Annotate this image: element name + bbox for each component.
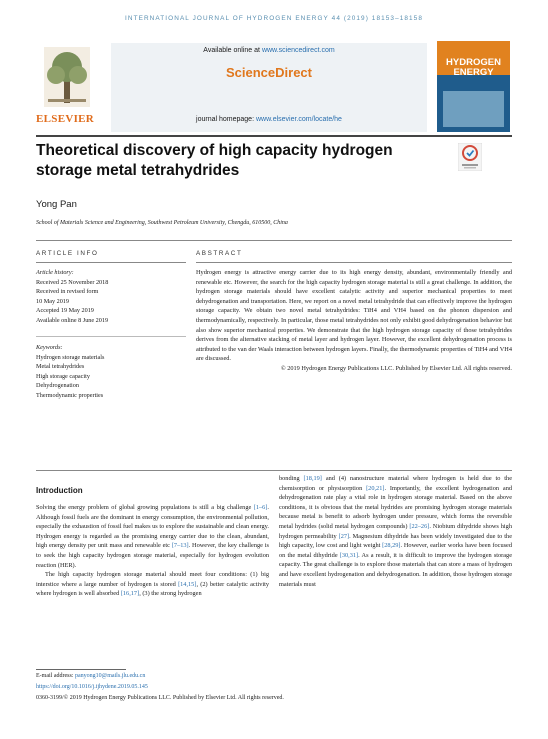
- article-history: [36, 268, 186, 325]
- abstract-body: [196, 268, 512, 374]
- history-label: Article history:: [36, 269, 74, 276]
- abstract-rule: [196, 262, 512, 263]
- paragraph-text: Solving the energy problem of global growing populations is still a big challenge: [36, 504, 254, 511]
- paragraph-text: . Although fossil fuels are the dominant in energy consumption, the environmental pollution, especially the exhaustion of fossil fuel makes us to explore the sustainable and clean energy. Hydrogen energy is regarded as the promising energy carrier due to the clean, abundant, high energy density per unit mass and renewable etc: [36, 504, 269, 550]
- abstract-text: Hydrogen energy is attractive energy carrier due to its high energy density, abundant, environmentally friendly and renewable etc. However, the search for the high capacity hydrogen storage material is still a great challenge. In addition, the hydrogen storage materials should have excellent catalytic activity and superior mechanical properties to meet dehydrogenation and transportation. Here, we report on a novel metal tetrahydride that can effectively improve the hydrogen storage capacity. We obtain two novel metal tetrahydrides: TiH4 and VH4 based on the phonon dispersion and thermodynamically, respectively. In particular, those metal tetrahydrides not only exhibit good dehydrogenation behavior but also show superior mechanical properties. We demonstrate that the high hydrogen storage capacity of those tetrahydrides derives from the alternative stacking of metal layer and hydrogen layer. However, the excellent dehydrogenation process is attributed to the van der Waals interaction between hydrogen layers. Finally, the thermodynamic properties of TiH4 and VH4 are discussed.: [196, 269, 512, 363]
- citation-link[interactable]: [28,29]: [382, 542, 401, 550]
- paragraph-text: and (4) nanostructure material where hydrogen is held due to the chemisorption or physisorption: [279, 475, 512, 492]
- citation-link[interactable]: [1–6]: [253, 504, 268, 511]
- citation-link[interactable]: [30,31]: [339, 551, 359, 559]
- journal-homepage-line: [111, 116, 427, 123]
- abstract-copyright: © 2019 Hydrogen Energy Publications LLC. Published by Elsevier Ltd. All rights reserved.: [280, 364, 512, 372]
- article-info-heading: ARTICLE INFO: [36, 250, 99, 257]
- journal-cover-image[interactable]: [437, 41, 510, 132]
- intro-left-column: [36, 503, 269, 599]
- keyword[interactable]: High storage capacity: [36, 372, 90, 380]
- keyword[interactable]: Thermodynamic properties: [36, 391, 104, 399]
- doi-link[interactable]: https://doi.org/10.1016/j.ijhydene.2019.05.145: [36, 684, 148, 690]
- history-item: Available online 8 June 2019: [36, 316, 109, 324]
- citation-link[interactable]: [27]: [338, 532, 350, 540]
- intro-paragraph: [36, 503, 269, 570]
- paragraph-text: . Importantly, the excellent hydrogenation and dehydrogenation rate play a vital role in hydrogen storage material. Based on the above conditions, it is obvious that the metal hydrides are promising hydrogen storage materials because metal is benefit to adsorb hydrogen under pressure, which forms the reversible metal hydrides (solid metal hydrogen compounds): [279, 484, 512, 530]
- cover-title-line-1: HYDROGEN: [446, 57, 501, 68]
- author-name: Yong Pan: [36, 199, 77, 210]
- article-info-rule: [36, 262, 186, 263]
- paragraph-text: . However, earlier works have been focused on the metal dihydride: [279, 542, 513, 559]
- cover-illustration: [443, 91, 504, 127]
- citation-link[interactable]: [16,17]: [120, 590, 140, 598]
- available-online-line: [111, 47, 427, 54]
- paragraph-text: The high capacity hydrogen storage material should meet four conditions: (1) big interstice where a large number of hydrogen is stored: [36, 571, 269, 588]
- keywords: [36, 343, 186, 400]
- keyword[interactable]: Hydrogen storage materials: [36, 353, 105, 361]
- journal-citation-line: INTERNATIONAL JOURNAL OF HYDROGEN ENERGY 44 (2019) 18153–18158: [125, 15, 423, 22]
- history-keywords-rule: [36, 336, 186, 337]
- sciencedirect-logo[interactable]: ScienceDirect: [226, 65, 312, 80]
- publisher-name: ELSEVIER: [36, 113, 95, 125]
- abstract-heading: ABSTRACT: [196, 250, 243, 257]
- intro-paragraph: [279, 474, 512, 589]
- citation-link[interactable]: [7–13]: [171, 542, 189, 550]
- journal-homepage-label: journal homepage:: [196, 116, 256, 123]
- keyword[interactable]: Dehydrogenation: [36, 382, 79, 389]
- paragraph-text: . As a result, it is difficult to improve the hydrogen storage capacity. The great challenge is to explore those materials that can store a mass of hydrogen and have excellent hydrogenation and dehydrogenation. In addition, those hydrogen storage materials must: [279, 551, 512, 588]
- citation-link[interactable]: [20,21]: [366, 484, 385, 492]
- issn-copyright-line: 0360-3199/© 2019 Hydrogen Energy Publications LLC. Published by Elsevier Ltd. All rights reserved.: [36, 695, 284, 701]
- intro-paragraph: [36, 570, 269, 599]
- author-affiliation: School of Materials Science and Engineering, Southwest Petroleum University, Chengdu, 610500, China: [36, 220, 288, 226]
- paragraph-text: . Magnesium dihydride has been widely investigated due to the high capacity, low cost and light weight: [279, 532, 512, 550]
- header-rule: [36, 135, 512, 137]
- citation-link[interactable]: [18,19]: [303, 475, 322, 482]
- intro-right-column: [279, 474, 512, 589]
- email-footnote: [36, 673, 145, 679]
- cover-title-line-2: ENERGY: [453, 67, 494, 78]
- affiliation-rule: [36, 240, 512, 241]
- elsevier-tree-icon: [44, 47, 90, 107]
- paragraph-text: . Niobium dihydride shows high hydrogen permeability: [279, 522, 512, 540]
- keyword[interactable]: Metal tetrahydrides: [36, 363, 85, 370]
- paragraph-text: , (2) better catalytic activity where hydrogen is well absorbed: [36, 580, 269, 598]
- paragraph-text: , (3) the strong hydrogen: [139, 590, 202, 598]
- article-title: Theoretical discovery of high capacity hydrogen storage metal tetrahydrides: [36, 142, 393, 179]
- citation-link[interactable]: [22–26]: [409, 522, 430, 530]
- abstract-bottom-rule: [36, 470, 512, 471]
- sciencedirect-link[interactable]: www.sciencedirect.com: [261, 47, 335, 54]
- cover-title: [437, 58, 510, 78]
- doi-footnote: [36, 684, 148, 690]
- paragraph-text: bonding: [279, 475, 304, 482]
- paragraph-text: . However, the key challenge is to seek the high capacity hydrogen storage material, especially for hydrogen evolution reaction (HER).: [36, 542, 269, 569]
- history-item: 10 May 2019: [36, 297, 69, 305]
- email-link[interactable]: panyong10@mails.jlu.edu.cn: [75, 673, 146, 679]
- history-item: Accepted 19 May 2019: [36, 307, 94, 314]
- introduction-heading: Introduction: [36, 486, 83, 495]
- journal-homepage-link[interactable]: www.elsevier.com/locate/he: [255, 116, 342, 123]
- history-item: Received in revised form: [36, 288, 99, 295]
- footnote-rule: [36, 669, 126, 670]
- email-label: E-mail address:: [36, 673, 75, 679]
- check-for-updates-icon[interactable]: [458, 143, 482, 171]
- citation-link[interactable]: [14,15]: [178, 580, 197, 588]
- keywords-label: Keywords:: [36, 344, 63, 351]
- history-item: Received 25 November 2018: [36, 278, 109, 286]
- available-online-label: Available online at: [203, 47, 262, 54]
